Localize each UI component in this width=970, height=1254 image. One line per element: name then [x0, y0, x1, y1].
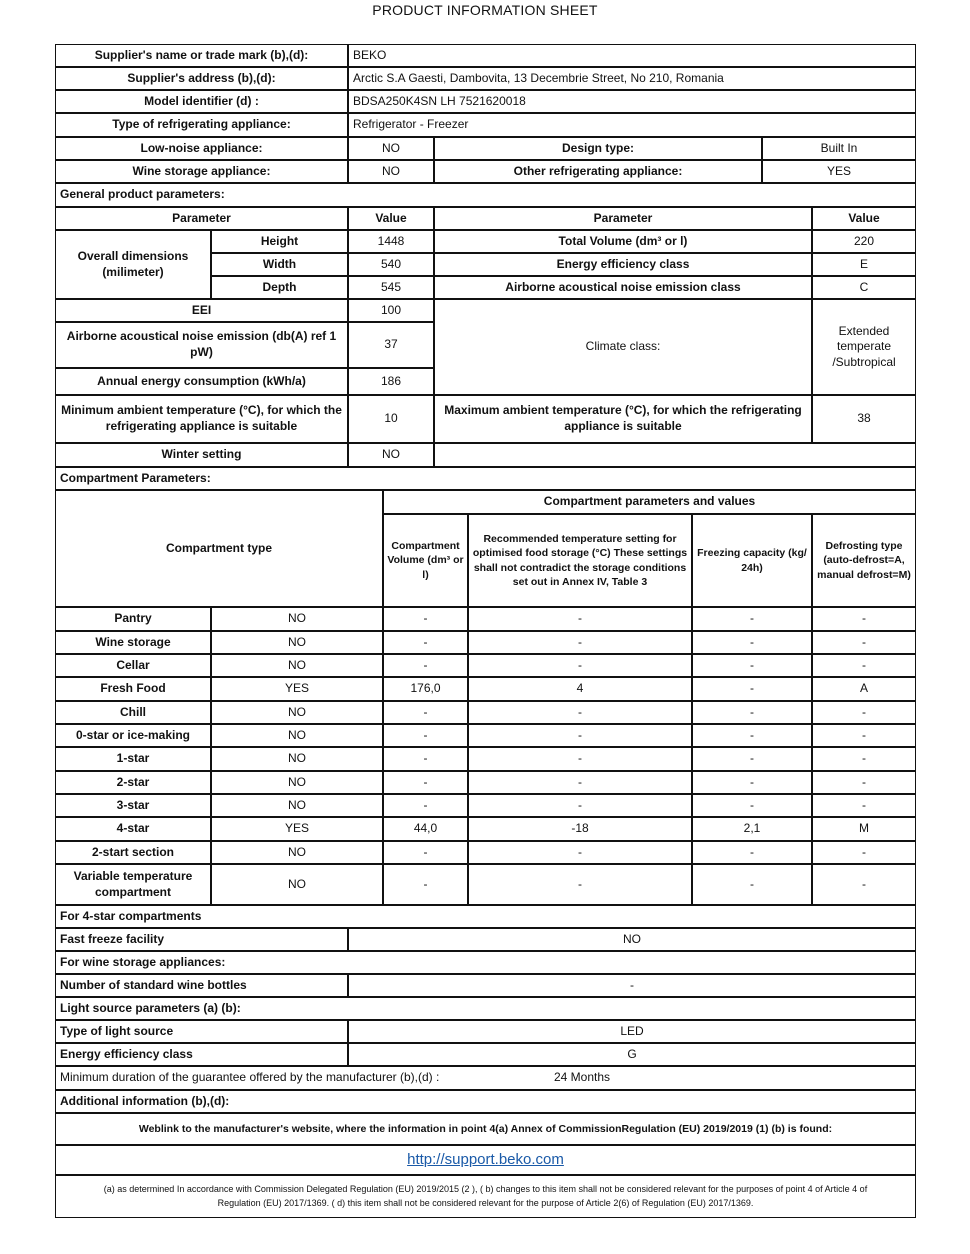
compartment-row-temperature — [468, 654, 692, 677]
annual-energy-value — [348, 368, 434, 395]
weblink-description-text: Weblink to the manufacturer's website, where the information in point 4(a) Annex of CommissionRegulation (EU) 2019/2019 (1) (b) is found: — [138, 1122, 833, 1135]
max-ambient-temp-label — [434, 395, 812, 443]
compartment-row-present — [211, 677, 383, 701]
compartment-row-present — [211, 841, 383, 864]
compartment-row-defrost — [812, 654, 916, 677]
compartment-row-volume — [383, 771, 468, 794]
compartment-row-name — [55, 677, 211, 701]
eei-value-text: 100 — [380, 302, 402, 317]
footnote-line: Regulation (EU) 2017/1369. ( d) this item shall not be considered relevant for the purpose of Article 2(6) of Regulation (EU) 2017/1369. — [217, 1197, 754, 1208]
compartment-row-temperature-text: - — [578, 634, 582, 649]
energy-class-label-text: Energy efficiency class — [556, 256, 690, 271]
compartment-row-name-text: Chill — [120, 704, 146, 719]
empty-cell — [434, 443, 916, 467]
compartment-row-temperature — [468, 724, 692, 747]
compartment-type-header-text: Compartment type — [165, 540, 272, 555]
compartment-row-temperature — [468, 771, 692, 794]
guarantee-row-text: Minimum duration of the guarantee offered by the manufacturer (b),(d) : — [60, 1070, 440, 1085]
compartment-row-volume — [383, 701, 468, 724]
fast-freeze-value — [348, 928, 916, 951]
compartment-row-defrost-text: A — [859, 681, 868, 696]
model-identifier-value — [348, 90, 916, 113]
freezing-capacity-header-text: Freezing capacity (kg/ 24h) — [697, 547, 807, 574]
noise-emission-label — [55, 322, 348, 368]
compartment-row-name-text: Variable temperature compartment — [73, 868, 193, 899]
climate-class-label — [434, 299, 812, 395]
compartment-row-name — [55, 747, 211, 771]
compartment-row-defrost-text: - — [862, 876, 866, 891]
light-class-value — [348, 1043, 916, 1066]
height-label-text: Height — [260, 233, 299, 248]
compartment-row-temperature-text: - — [578, 774, 582, 789]
light-type-label — [55, 1020, 348, 1043]
max-ambient-temp-value — [812, 395, 916, 443]
climate-class-value-line: Extended — [838, 323, 890, 338]
low-noise-label-text: Low-noise appliance: — [140, 140, 263, 155]
min-ambient-temp-label — [55, 395, 348, 443]
noise-class-value — [812, 276, 916, 299]
compartment-row-freezing-text: - — [750, 657, 754, 672]
climate-class-value-line: temperate — [836, 339, 892, 354]
compartment-row-defrost — [812, 747, 916, 771]
compartment-values-header-text: Compartment parameters and values — [543, 494, 756, 509]
general-parameters-section — [55, 183, 916, 207]
guarantee-value: 24 Months — [554, 1070, 611, 1085]
light-type-label-text: Type of light source — [60, 1023, 174, 1038]
compartment-row-present — [211, 654, 383, 677]
compartment-row-name-text: 4-star — [116, 821, 150, 836]
total-volume-value — [812, 230, 916, 253]
energy-class-value — [812, 253, 916, 276]
compartment-row-temperature — [468, 607, 692, 631]
compartment-row-freezing — [692, 864, 812, 905]
annual-energy-label — [55, 368, 348, 395]
parameter-header-right — [434, 207, 812, 230]
other-appliance-label-text: Other refrigerating appliance: — [513, 163, 683, 178]
compartment-row-present — [211, 701, 383, 724]
noise-emission-value-text: 37 — [384, 337, 398, 352]
other-appliance-label — [434, 160, 762, 183]
max-ambient-temp-value-text: 38 — [857, 411, 871, 426]
compartment-row-temperature-text: -18 — [571, 821, 589, 836]
compartment-row-volume-text: - — [423, 704, 428, 719]
compartment-row-freezing — [692, 794, 812, 817]
compartment-row-present-text: YES — [284, 821, 309, 836]
compartment-row-present-text: YES — [284, 681, 309, 696]
annual-energy-value-text: 186 — [380, 373, 402, 388]
guarantee-row — [55, 1066, 916, 1090]
compartment-row-temperature-text: 4 — [576, 681, 584, 696]
light-class-label-text: Energy efficiency class — [60, 1046, 193, 1061]
total-volume-value-text: 220 — [853, 233, 875, 248]
compartment-row-defrost-text: - — [862, 751, 866, 766]
compartment-parameters-section-text: Compartment Parameters: — [60, 470, 211, 485]
depth-value-text: 545 — [380, 279, 402, 294]
parameter-header-text: Parameter — [172, 210, 231, 225]
defrosting-type-header — [812, 514, 916, 607]
compartment-row-volume-text: - — [423, 844, 428, 859]
compartment-row-name — [55, 841, 211, 864]
noise-class-label-text: Airborne acoustical noise emission class — [505, 279, 741, 294]
compartment-row-present — [211, 724, 383, 747]
compartment-row-volume — [383, 724, 468, 747]
compartment-row-temperature — [468, 817, 692, 841]
temperature-header-text: Recommended temperature setting for optimised food storage (°C) These settings shall not contradict the storage conditions set out in Annex IV, Table 3 — [472, 533, 688, 588]
max-ambient-temp-label-text: Maximum ambient temperature (°C), for which the refrigerating appliance is suitable — [444, 403, 802, 433]
appliance-type-value — [348, 113, 916, 137]
fast-freeze-label — [55, 928, 348, 951]
compartment-row-name — [55, 631, 211, 654]
compartment-row-volume — [383, 864, 468, 905]
compartment-row-defrost — [812, 771, 916, 794]
compartment-row-present — [211, 631, 383, 654]
compartment-row-present-text: NO — [288, 774, 306, 789]
compartment-row-name-text: Pantry — [114, 611, 152, 626]
annual-energy-label-text: Annual energy consumption (kWh/a) — [97, 373, 306, 388]
general-parameters-section-text: General product parameters: — [60, 187, 225, 202]
compartment-row-name-text: Fresh Food — [100, 681, 166, 696]
energy-class-value-text: E — [859, 256, 868, 271]
eei-value — [348, 299, 434, 322]
model-identifier-value-text: BDSA250K4SN LH 7521620018 — [353, 93, 526, 108]
footnote — [55, 1175, 916, 1218]
light-type-value-text: LED — [620, 1023, 644, 1038]
compartment-row-freezing — [692, 841, 812, 864]
compartment-row-present — [211, 747, 383, 771]
compartment-row-present — [211, 607, 383, 631]
footnote-line: (a) as determined In accordance with Commission Delegated Regulation (EU) 2019/2015 (2 ), ( b) changes to this item shall not be considered relevant for the purposes of point 4 of Article 4 of — [103, 1184, 868, 1195]
wine-storage-value-text: NO — [382, 163, 400, 178]
compartment-row-name-text: 0-star or ice-making — [75, 727, 191, 742]
value-header-right — [812, 207, 916, 230]
wine-storage-value — [348, 160, 434, 183]
volume-header-text: Compartment Volume (dm³ or l) — [387, 540, 464, 581]
light-class-label — [55, 1043, 348, 1066]
compartment-row-name — [55, 701, 211, 724]
compartment-row-defrost — [812, 864, 916, 905]
compartment-row-temperature-text: - — [578, 611, 582, 626]
supplier-address-value-text: Arctic S.A Gaesti, Dambovita, 13 Decembrie Street, No 210, Romania — [353, 70, 724, 85]
additional-info-label — [55, 1090, 916, 1113]
compartment-row-present-text: NO — [288, 634, 306, 649]
compartment-row-present-text: NO — [288, 876, 306, 891]
eei-label-text: EEI — [191, 302, 212, 317]
compartment-row-freezing — [692, 654, 812, 677]
supplier-address-label-text: Supplier's address (b),(d): — [127, 70, 276, 85]
compartment-row-name — [55, 654, 211, 677]
wine-bottles-label-text: Number of standard wine bottles — [60, 977, 247, 992]
compartment-row-volume — [383, 654, 468, 677]
compartment-row-name — [55, 817, 211, 841]
compartment-row-temperature — [468, 747, 692, 771]
low-noise-value — [348, 137, 434, 160]
compartment-row-temperature-text: - — [578, 704, 582, 719]
compartment-row-volume-text: - — [423, 727, 428, 742]
min-ambient-temp-label-text: Minimum ambient temperature (°C), for which the refrigerating appliance is suitable — [61, 403, 342, 433]
model-identifier-label — [55, 90, 348, 113]
compartment-row-name-text: 1-star — [116, 751, 150, 766]
noise-emission-value — [348, 322, 434, 368]
compartment-row-name-text: 2-start section — [91, 844, 175, 859]
compartment-row-temperature-text: - — [578, 727, 582, 742]
compartment-row-temperature-text: - — [578, 797, 582, 812]
compartment-row-present-text: NO — [288, 704, 306, 719]
wine-bottles-label — [55, 974, 348, 997]
winter-setting-value — [348, 443, 434, 467]
value-header-text: Value — [375, 210, 407, 225]
other-appliance-value-text: YES — [826, 163, 851, 178]
winter-setting-label — [55, 443, 348, 467]
light-type-value — [348, 1020, 916, 1043]
wine-storage-label-text: Wine storage appliance: — [132, 163, 271, 178]
min-ambient-temp-value — [348, 395, 434, 443]
parameter-header-right-text: Parameter — [593, 210, 653, 225]
parameter-header — [55, 207, 348, 230]
climate-class-value — [812, 299, 916, 395]
compartment-row-volume-text: - — [423, 634, 428, 649]
compartment-row-freezing — [692, 677, 812, 701]
climate-class-label-text: Climate class: — [585, 339, 661, 354]
compartment-row-name-text: 2-star — [116, 774, 150, 789]
compartment-row-present — [211, 817, 383, 841]
design-type-value — [762, 137, 916, 160]
supplier-name-value — [348, 44, 916, 67]
climate-class-value-line: /Subtropical — [832, 354, 896, 369]
compartment-row-volume-text: - — [423, 611, 428, 626]
total-volume-label-text: Total Volume (dm³ or l) — [558, 233, 688, 248]
supplier-name-label — [55, 44, 348, 67]
weblink-description — [55, 1113, 916, 1145]
compartment-row-volume — [383, 607, 468, 631]
compartment-row-present-text: NO — [288, 751, 306, 766]
width-label-text: Width — [262, 256, 297, 271]
supplier-name-label-text: Supplier's name or trade mark (b),(d): — [94, 47, 309, 62]
other-appliance-value — [762, 160, 916, 183]
compartment-row-defrost — [812, 677, 916, 701]
width-label — [211, 253, 348, 276]
light-source-section — [55, 997, 916, 1020]
compartment-row-defrost-text: - — [862, 611, 866, 626]
compartment-values-header — [383, 490, 916, 514]
compartment-row-freezing-text: - — [750, 797, 754, 812]
page-title: PRODUCT INFORMATION SHEET — [372, 2, 598, 18]
compartment-row-defrost-text: - — [862, 844, 866, 859]
compartment-row-freezing-text: - — [750, 634, 754, 649]
compartment-row-freezing-text: - — [750, 751, 754, 766]
compartment-row-volume — [383, 794, 468, 817]
appliance-type-label — [55, 113, 348, 137]
compartment-row-defrost-text: M — [859, 821, 869, 836]
depth-label — [211, 276, 348, 299]
compartment-row-present-text: NO — [288, 797, 306, 812]
depth-label-text: Depth — [262, 279, 297, 294]
wine-section-text: For wine storage appliances: — [60, 954, 226, 969]
supplier-name-value-text: BEKO — [353, 47, 387, 62]
compartment-row-defrost-text: - — [862, 797, 866, 812]
compartment-row-temperature — [468, 794, 692, 817]
compartment-row-volume-text: - — [423, 876, 428, 891]
eei-label — [55, 299, 348, 322]
height-value-text: 1448 — [377, 233, 405, 248]
wine-bottles-value — [348, 974, 916, 997]
compartment-row-defrost-text: - — [862, 704, 866, 719]
manufacturer-weblink-text[interactable]: http://support.beko.com — [407, 1151, 564, 1169]
appliance-type-label-text: Type of refrigerating appliance: — [112, 117, 291, 132]
compartment-row-defrost-text: - — [862, 657, 866, 672]
appliance-type-value-text: Refrigerator - Freezer — [353, 117, 469, 132]
supplier-address-value — [348, 67, 916, 90]
total-volume-label — [434, 230, 812, 253]
value-header-right-text: Value — [848, 210, 880, 225]
compartment-row-freezing — [692, 747, 812, 771]
compartment-row-present-text: NO — [288, 611, 306, 626]
model-identifier-label-text: Model identifier (d) : — [144, 93, 259, 108]
compartment-row-name — [55, 607, 211, 631]
compartment-row-present-text: NO — [288, 844, 306, 859]
compartment-row-name-text: Cellar — [116, 657, 150, 672]
compartment-row-freezing — [692, 771, 812, 794]
compartment-row-defrost-text: - — [862, 727, 866, 742]
width-value — [348, 253, 434, 276]
width-value-text: 540 — [380, 256, 402, 271]
compartment-row-volume-text: - — [423, 751, 428, 766]
noise-class-label — [434, 276, 812, 299]
overall-dimensions-label-text: Overall dimensions (milimeter) — [77, 248, 189, 279]
compartment-row-volume-text: 176,0 — [410, 681, 441, 696]
compartment-row-name — [55, 771, 211, 794]
fast-freeze-label-text: Fast freeze facility — [60, 931, 165, 946]
compartment-row-defrost — [812, 701, 916, 724]
wine-bottles-value-text: - — [630, 977, 634, 992]
compartment-row-freezing — [692, 817, 812, 841]
compartment-row-volume — [383, 677, 468, 701]
compartment-row-present-text: NO — [288, 657, 306, 672]
compartment-row-temperature — [468, 631, 692, 654]
compartment-row-present — [211, 864, 383, 905]
winter-setting-label-text: Winter setting — [161, 447, 242, 462]
compartment-row-freezing-text: - — [750, 844, 754, 859]
compartment-row-name — [55, 724, 211, 747]
compartment-row-defrost-text: - — [862, 634, 866, 649]
compartment-row-freezing-text: - — [750, 704, 754, 719]
compartment-row-name — [55, 864, 211, 905]
compartment-row-temperature-text: - — [578, 751, 582, 766]
compartment-row-temperature — [468, 677, 692, 701]
compartment-row-volume — [383, 631, 468, 654]
defrosting-type-header-text: Defrosting type (auto-defrost=A, manual defrost=M) — [817, 540, 911, 581]
compartment-row-freezing-text: - — [750, 681, 754, 696]
compartment-row-volume — [383, 817, 468, 841]
depth-value — [348, 276, 434, 299]
compartment-row-defrost — [812, 607, 916, 631]
compartment-row-temperature — [468, 701, 692, 724]
compartment-row-freezing-text: - — [750, 774, 754, 789]
compartment-row-defrost — [812, 724, 916, 747]
min-ambient-temp-value-text: 10 — [384, 411, 398, 426]
compartment-row-volume — [383, 747, 468, 771]
noise-emission-label-text: Airborne acoustical noise emission (db(A) ref 1 pW) — [66, 329, 337, 359]
compartment-row-freezing-text: - — [750, 727, 754, 742]
light-class-value-text: G — [627, 1046, 637, 1061]
compartment-row-freezing — [692, 724, 812, 747]
compartment-row-temperature-text: - — [578, 876, 582, 891]
energy-class-label — [434, 253, 812, 276]
low-noise-value-text: NO — [382, 140, 400, 155]
additional-info-label-text: Additional information (b),(d): — [60, 1093, 230, 1108]
noise-class-value-text: C — [859, 279, 869, 294]
overall-dimensions-label — [55, 230, 211, 299]
compartment-row-volume-text: - — [423, 657, 428, 672]
compartment-row-volume — [383, 841, 468, 864]
compartment-row-volume-text: - — [423, 774, 428, 789]
design-type-label — [434, 137, 762, 160]
low-noise-label — [55, 137, 348, 160]
light-source-section-text: Light source parameters (a) (b): — [60, 1000, 241, 1015]
compartment-row-temperature-text: - — [578, 844, 582, 859]
temperature-header — [468, 514, 692, 607]
compartment-row-defrost — [812, 841, 916, 864]
compartment-row-volume-text: 44,0 — [413, 821, 438, 836]
compartment-row-freezing — [692, 607, 812, 631]
wine-storage-label — [55, 160, 348, 183]
fast-freeze-value-text: NO — [623, 931, 641, 946]
wine-section — [55, 951, 916, 974]
compartment-row-freezing — [692, 631, 812, 654]
four-star-section-text: For 4-star compartments — [60, 908, 202, 923]
compartment-row-defrost — [812, 794, 916, 817]
design-type-label-text: Design type: — [561, 140, 634, 155]
compartment-row-temperature — [468, 841, 692, 864]
compartment-row-freezing — [692, 701, 812, 724]
compartment-parameters-section — [55, 467, 916, 490]
compartment-row-freezing-text: - — [750, 611, 754, 626]
winter-setting-value-text: NO — [382, 447, 400, 462]
compartment-row-temperature-text: - — [578, 657, 582, 672]
compartment-row-present — [211, 794, 383, 817]
four-star-section — [55, 905, 916, 928]
compartment-row-present — [211, 771, 383, 794]
design-type-value-text: Built In — [820, 140, 858, 155]
supplier-address-label — [55, 67, 348, 90]
compartment-row-volume-text: - — [423, 797, 428, 812]
compartment-row-freezing-text: - — [750, 876, 754, 891]
height-label — [211, 230, 348, 253]
freezing-capacity-header — [692, 514, 812, 607]
compartment-row-freezing-text: 2,1 — [743, 821, 761, 836]
compartment-row-defrost — [812, 631, 916, 654]
compartment-row-temperature — [468, 864, 692, 905]
compartment-type-header — [55, 490, 383, 607]
compartment-row-name-text: Wine storage — [95, 634, 171, 649]
compartment-row-name-text: 3-star — [116, 797, 150, 812]
compartment-row-defrost-text: - — [862, 774, 866, 789]
compartment-row-name — [55, 794, 211, 817]
height-value — [348, 230, 434, 253]
value-header — [348, 207, 434, 230]
volume-header — [383, 514, 468, 607]
manufacturer-weblink[interactable] — [55, 1145, 916, 1175]
compartment-row-present-text: NO — [288, 727, 306, 742]
compartment-row-defrost — [812, 817, 916, 841]
